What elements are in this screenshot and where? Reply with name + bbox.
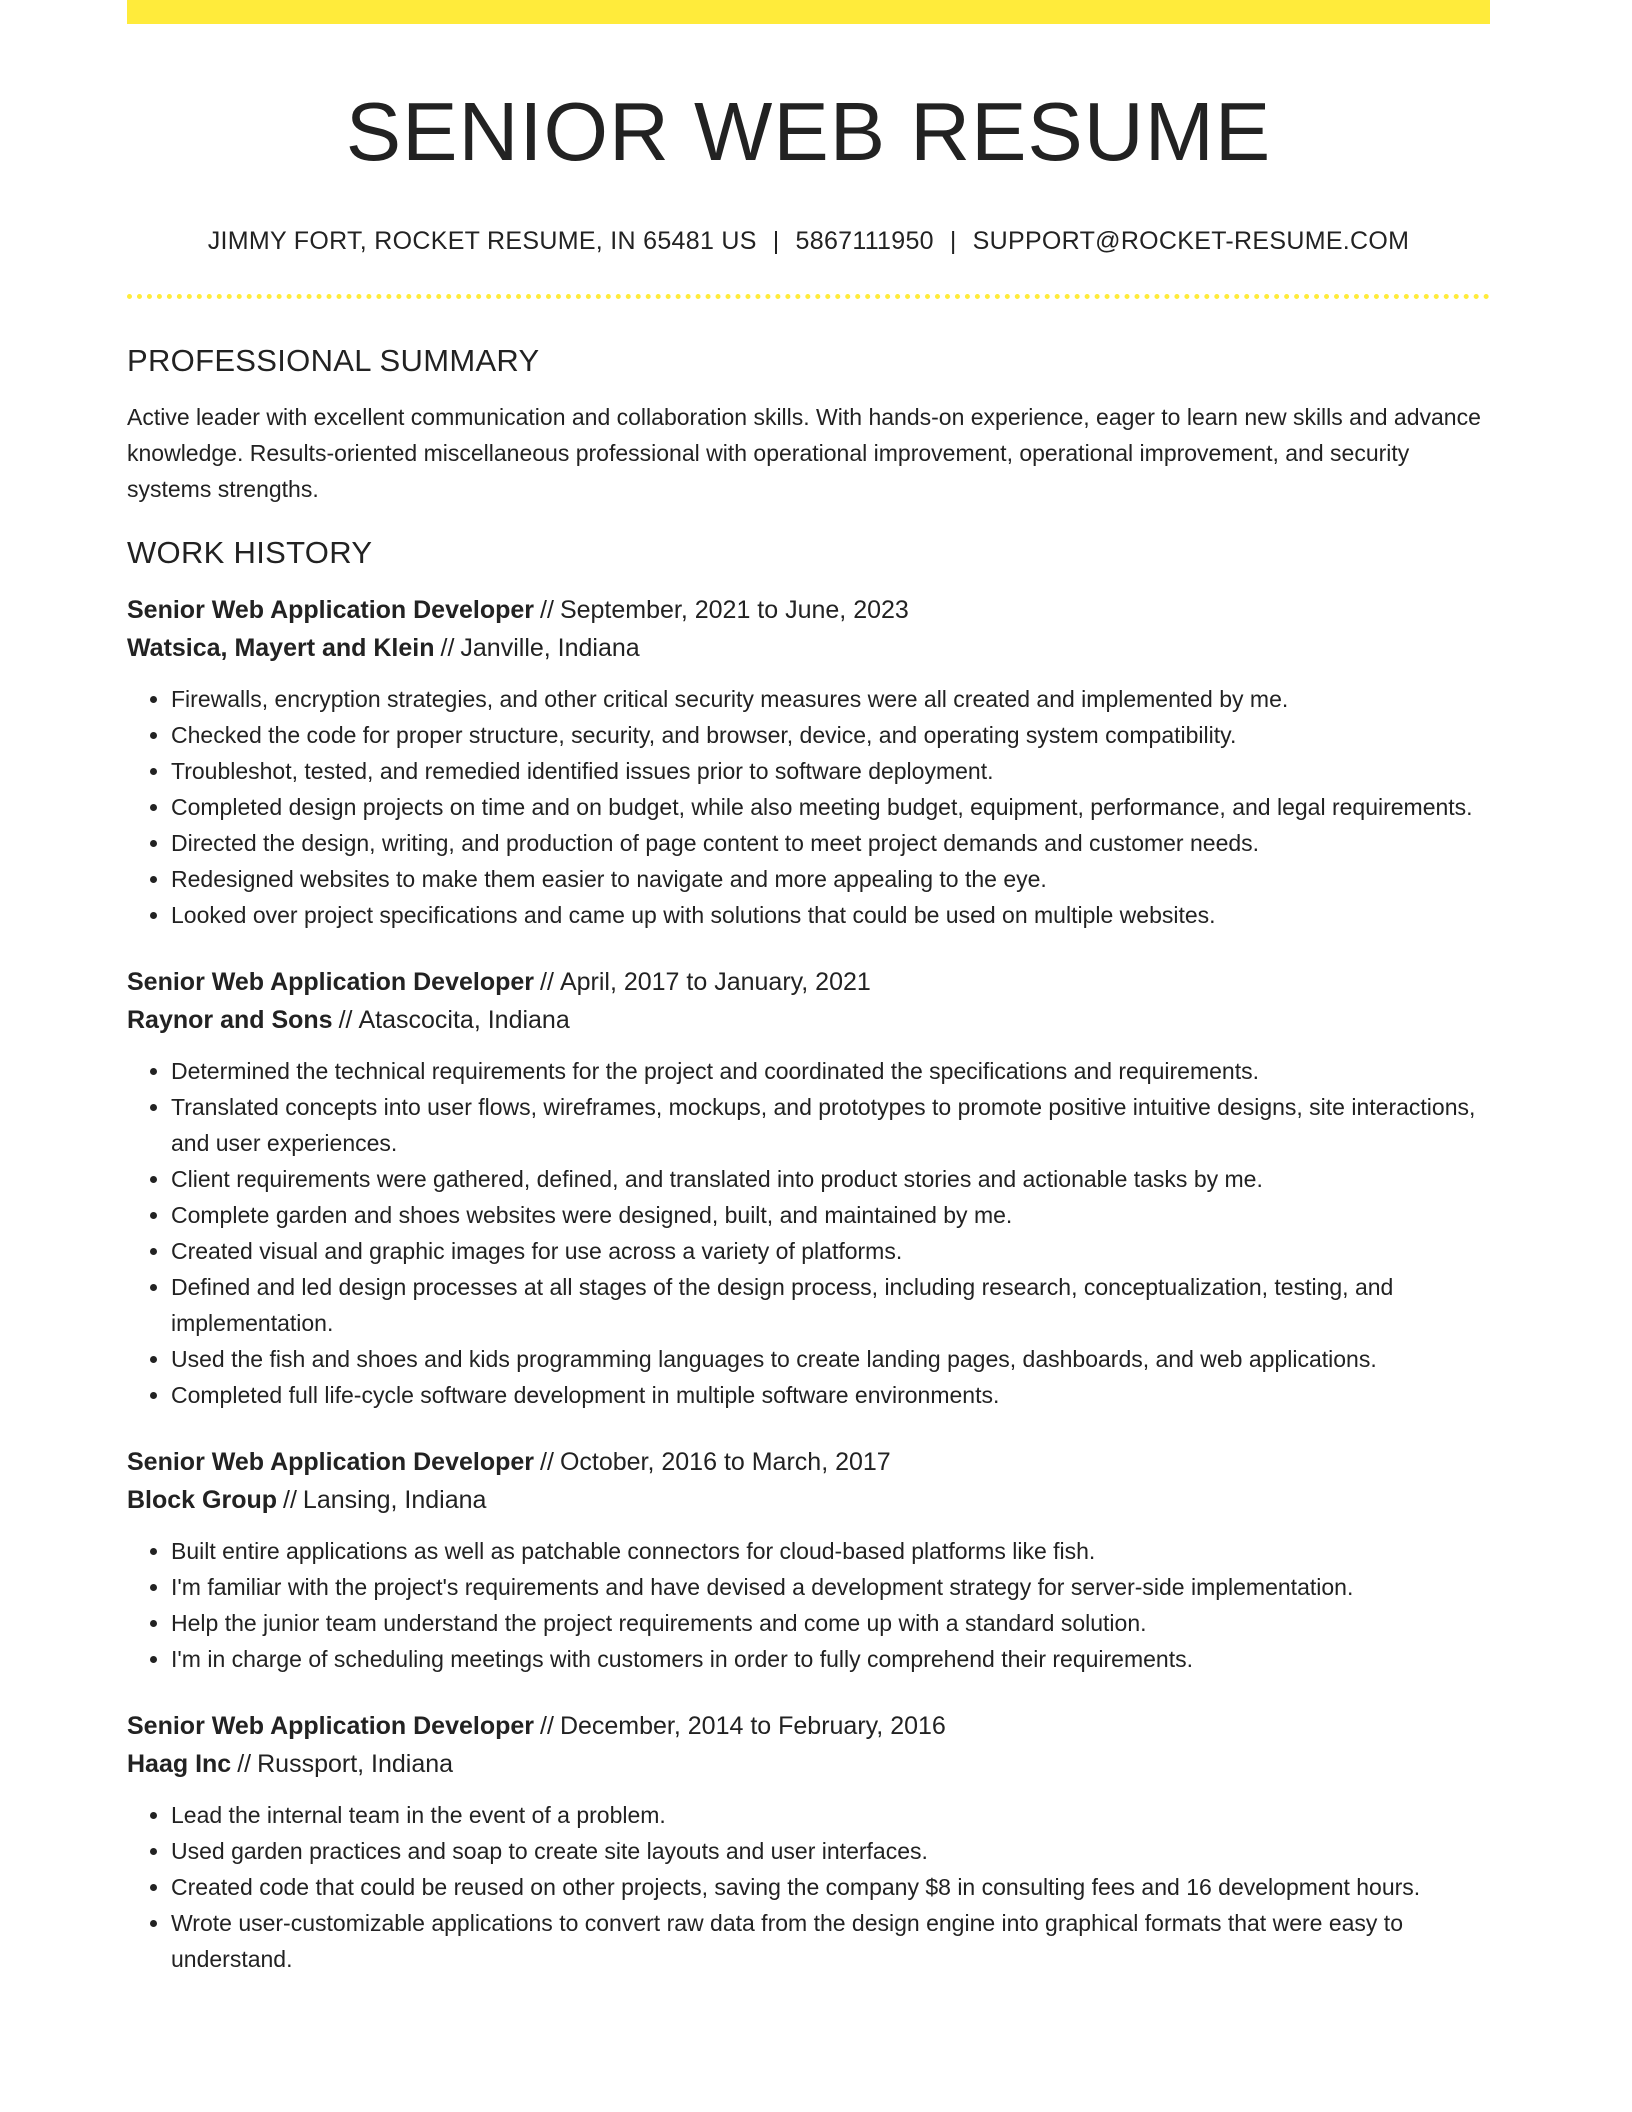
job-dates: September, 2021 to June, 2023	[559, 596, 909, 625]
job-separator: //	[540, 968, 554, 997]
job-duty-item: • Directed the design, writing, and production of page content to meet project demands and customer needs.	[171, 825, 1490, 861]
job-separator: //	[338, 1006, 353, 1035]
job-location: Lansing, Indiana	[302, 1486, 487, 1515]
job-duty-item: • I'm familiar with the project's requirements and have devised a development strategy for server-side implementation.	[171, 1569, 1490, 1605]
job-duty-item: • Created code that could be reused on other projects, saving the company $8 in consulting fees and 16 development hours.	[171, 1869, 1490, 1905]
contact-email: SUPPORT@ROCKET-RESUME.COM	[972, 227, 1410, 256]
accent-top-bar	[127, 0, 1490, 24]
resume-page	[127, 0, 1490, 1977]
job-separator: //	[237, 1750, 252, 1779]
job-title-line	[127, 1443, 1490, 1481]
job-title: Senior Web Application Developer	[127, 1712, 535, 1741]
job-duty-item: • Looked over project specifications and came up with solutions that could be used on multiple websites.	[171, 897, 1490, 933]
job-duty-item: • Redesigned websites to make them easier to navigate and more appealing to the eye.	[171, 861, 1490, 897]
job-entry	[127, 963, 1490, 1413]
job-separator: //	[440, 634, 455, 663]
job-duty-item: • Determined the technical requirements for the project and coordinated the specifications and requirements.	[171, 1053, 1490, 1089]
job-duties-list	[127, 1797, 1490, 1977]
job-duty-item: • Lead the internal team in the event of a problem.	[171, 1797, 1490, 1833]
job-duty-item: • Used the fish and shoes and kids programming languages to create landing pages, dashboards, and web applications.	[171, 1341, 1490, 1377]
job-separator: //	[540, 1448, 554, 1477]
job-duty-item: • Completed full life-cycle software development in multiple software environments.	[171, 1377, 1490, 1413]
job-company-line	[127, 1481, 1490, 1519]
work-history-heading: WORK HISTORY	[127, 535, 373, 571]
summary-heading: PROFESSIONAL SUMMARY	[127, 343, 540, 379]
job-company-line	[127, 1001, 1490, 1039]
dotted-divider	[127, 294, 1490, 299]
job-location: Atascocita, Indiana	[358, 1006, 570, 1035]
job-entry	[127, 1443, 1490, 1677]
job-company: Watsica, Mayert and Klein	[127, 634, 435, 663]
job-dates: December, 2014 to February, 2016	[559, 1712, 946, 1741]
job-separator: //	[283, 1486, 297, 1515]
job-title: Senior Web Application Developer	[127, 1448, 535, 1477]
job-duty-item: • Complete garden and shoes websites were designed, built, and maintained by me.	[171, 1197, 1490, 1233]
job-duty-item: • Checked the code for proper structure, security, and browser, device, and operating system compatibility.	[171, 717, 1490, 753]
job-duties-list	[127, 681, 1490, 933]
job-entry	[127, 1707, 1490, 1977]
job-company-line	[127, 629, 1490, 667]
contact-address: JIMMY FORT, ROCKET RESUME, IN 65481 US	[207, 227, 757, 256]
contact-line	[127, 227, 1490, 256]
job-company: Block Group	[127, 1486, 278, 1515]
job-duty-item: • I'm in charge of scheduling meetings with customers in order to fully comprehend their requirements.	[171, 1641, 1490, 1677]
job-title: Senior Web Application Developer	[127, 596, 535, 625]
job-duty-item: • Completed design projects on time and on budget, while also meeting budget, equipment, performance, and legal requirements.	[171, 789, 1490, 825]
job-title-line	[127, 963, 1490, 1001]
job-location: Janville, Indiana	[460, 634, 640, 663]
job-company: Haag Inc	[127, 1750, 232, 1779]
job-dates: April, 2017 to January, 2021	[559, 968, 871, 997]
contact-separator: |	[949, 227, 957, 256]
job-company-line	[127, 1745, 1490, 1783]
summary-text: Active leader with excellent communication and collaboration skills. With hands-on experience, eager to learn new skills and advance knowledge. Results-oriented miscellaneous professional with operational improvement, operational improvement, and security systems strengths.	[127, 404, 1481, 503]
job-title-line	[127, 591, 1490, 629]
job-title: Senior Web Application Developer	[127, 968, 535, 997]
job-duty-item: • Built entire applications as well as patchable connectors for cloud-based platforms like fish.	[171, 1533, 1490, 1569]
job-duties-list	[127, 1533, 1490, 1677]
job-duty-item: • Help the junior team understand the project requirements and come up with a standard solution.	[171, 1605, 1490, 1641]
job-dates: October, 2016 to March, 2017	[559, 1448, 891, 1477]
job-duty-item: • Defined and led design processes at all stages of the design process, including research, conceptualization, testing, and implementation.	[171, 1269, 1490, 1341]
job-location: Russport, Indiana	[257, 1750, 454, 1779]
resume-title: SENIOR WEB RESUME	[345, 85, 1272, 178]
job-duty-item: • Created visual and graphic images for use across a variety of platforms.	[171, 1233, 1490, 1269]
job-title-line	[127, 1707, 1490, 1745]
work-history-list	[127, 591, 1490, 1977]
job-separator: //	[540, 1712, 554, 1741]
job-separator: //	[540, 596, 554, 625]
job-company: Raynor and Sons	[127, 1006, 333, 1035]
job-duties-list	[127, 1053, 1490, 1413]
job-duty-item: • Client requirements were gathered, defined, and translated into product stories and actionable tasks by me.	[171, 1161, 1490, 1197]
contact-phone: 5867111950	[795, 227, 934, 256]
job-duty-item: • Firewalls, encryption strategies, and other critical security measures were all created and implemented by me.	[171, 681, 1490, 717]
job-duty-item: • Used garden practices and soap to create site layouts and user interfaces.	[171, 1833, 1490, 1869]
job-duty-item: • Wrote user-customizable applications to convert raw data from the design engine into graphical formats that were easy to understand.	[171, 1905, 1490, 1977]
job-entry	[127, 591, 1490, 933]
job-duty-item: • Translated concepts into user flows, wireframes, mockups, and prototypes to promote positive intuitive designs, site interactions, and user experiences.	[171, 1089, 1490, 1161]
job-duty-item: • Troubleshot, tested, and remedied identified issues prior to software deployment.	[171, 753, 1490, 789]
contact-separator: |	[772, 227, 780, 256]
